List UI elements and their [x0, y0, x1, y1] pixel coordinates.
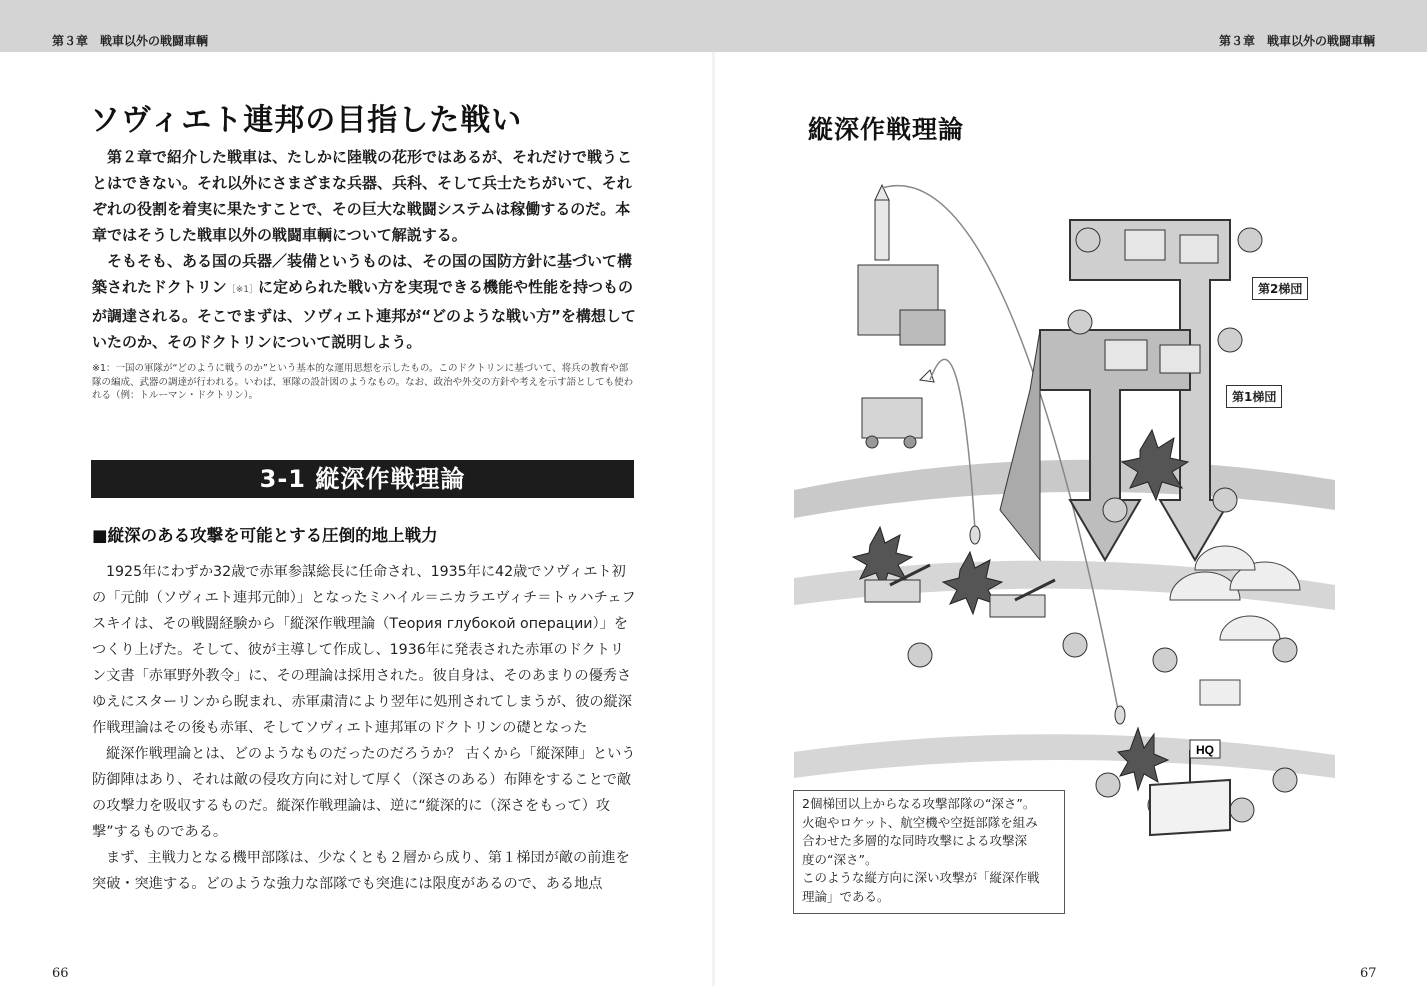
page-number-right: 67 — [1360, 966, 1377, 981]
caption-line: 火砲やロケット、航空機や空挺部隊を組み — [802, 814, 1038, 830]
body-paragraph-3: まず、主戦力となる機甲部隊は、少なくとも２層から成り、第１梯団が敵の前進を突破・突進する。どのような強力な部隊でも突進には限度があるので、ある地点 — [92, 850, 630, 892]
caption-line: 合わせた多層的な同時攻撃による攻撃深 — [802, 833, 1028, 848]
caption-line: 度の“深さ”。 — [802, 851, 878, 867]
section-subheading: ■縦深のある攻撃を可能とする圧倒的地上戦力 — [92, 526, 438, 545]
second-echelon-label: 第2梯団 — [1252, 277, 1308, 300]
running-header — [0, 0, 1427, 52]
running-header-left: 第３章 戦車以外の戦闘車輌 — [52, 34, 209, 48]
hq-flag-label: HQ — [1196, 743, 1214, 757]
intro-paragraph-2-a: そもそも、ある国の兵器／装備というものは、その国の国防方針に基づいて構築されたドクトリン — [92, 252, 633, 296]
page-gutter — [712, 52, 715, 986]
footnote-reference: ［※1］ — [226, 285, 258, 295]
section-heading-band: 3-1 縦深作戦理論 — [91, 460, 634, 498]
caption-line: このような縦方向に深い攻撃が「縦深作戦 — [802, 870, 1040, 885]
intro-paragraph-2-b: に定められた戦い方を実現できる機能や性能を持つものが調達される。そこでまずは、ソヴィエト連邦が“どのような戦い方”を構想していたのか、そのドクトリンについて説明しよう。 — [92, 278, 636, 351]
intro-paragraph-1: 第２章で紹介した戦車は、たしかに陸戦の花形ではあるが、それだけで戦うことはできない。それ以外にさまざまな兵器、兵科、そして兵士たちがいて、それぞれの役割を着実に果たすことで、その巨大な戦闘システムは稼働するのだ。本章ではそうした戦車以外の戦闘車輌について解説する。 — [92, 148, 633, 244]
body-paragraph-2: 縦深作戦理論とは、どのようなものだったのだろうか？ 古くから「縦深陣」という防御陣はあり、それは敵の侵攻方向に対して厚く（深さのある）布陣をすることで敵の攻撃力を吸収するものだ。縦深作戦理論は、逆に“縦深的に（深さをもって）攻撃”するものである。 — [92, 746, 636, 840]
caption-line: 理論」である。 — [802, 888, 890, 904]
body-text — [92, 559, 637, 897]
running-header-right: 第３章 戦車以外の戦闘車輌 — [1218, 34, 1375, 48]
rear-band-2 — [794, 734, 1335, 778]
self-propelled-artillery-icon — [862, 370, 934, 448]
footnote: ※1：一国の軍隊が“どのように戦うのか”という基本的な運用思想を示したもの。このドクトリンに基づいて、将兵の教育や部隊の編成、武器の調達が行われる。いわば、軍隊の設計図のようなもの。なお、政治や外交の方針や考えを示す語としても使われる（例：トルーマン・ドクトリン）。 — [92, 363, 634, 401]
shell-trajectory — [930, 359, 975, 530]
figure-caption — [793, 790, 1065, 914]
rocket-launcher-icon — [858, 185, 945, 345]
page-number-left: 66 — [52, 966, 69, 981]
chapter-intro-title: ソヴィエト連邦の目指した戦い — [90, 103, 523, 138]
caption-line: 2個梯団以上からなる攻撃部隊の“深さ”。 — [802, 796, 1036, 811]
figure-title: 縦深作戦理論 — [808, 115, 965, 144]
front-line-band — [794, 460, 1335, 518]
body-paragraph-1: 1925年にわずか32歳で赤軍参謀総長に任命され、1935年に42歳でソヴィエト初の「元帥（ソヴィエト連邦元帥）」となったミハイル＝ニカラエヴィチ＝トゥハチェフスキイは、その戦闘経験から「縦深作戦理論（Теория глубокой операции）」をつくり上げた。そして、彼が主導して作成し、1936年に発表された赤軍のドクトリン文書「赤軍野外教令」に、その理論は採用された。彼自身は、そのあまりの優秀さゆえにスターリンから睨まれ、赤軍粛清により翌年に処刑されてしまうが、彼の縦深作戦理論はその後も赤軍、そしてソヴィエト連邦軍のドクトリンの礎となった — [92, 564, 636, 736]
intro-paragraph-2 — [92, 248, 637, 355]
intro-text — [92, 144, 637, 355]
first-echelon-label: 第1梯団 — [1226, 385, 1282, 408]
